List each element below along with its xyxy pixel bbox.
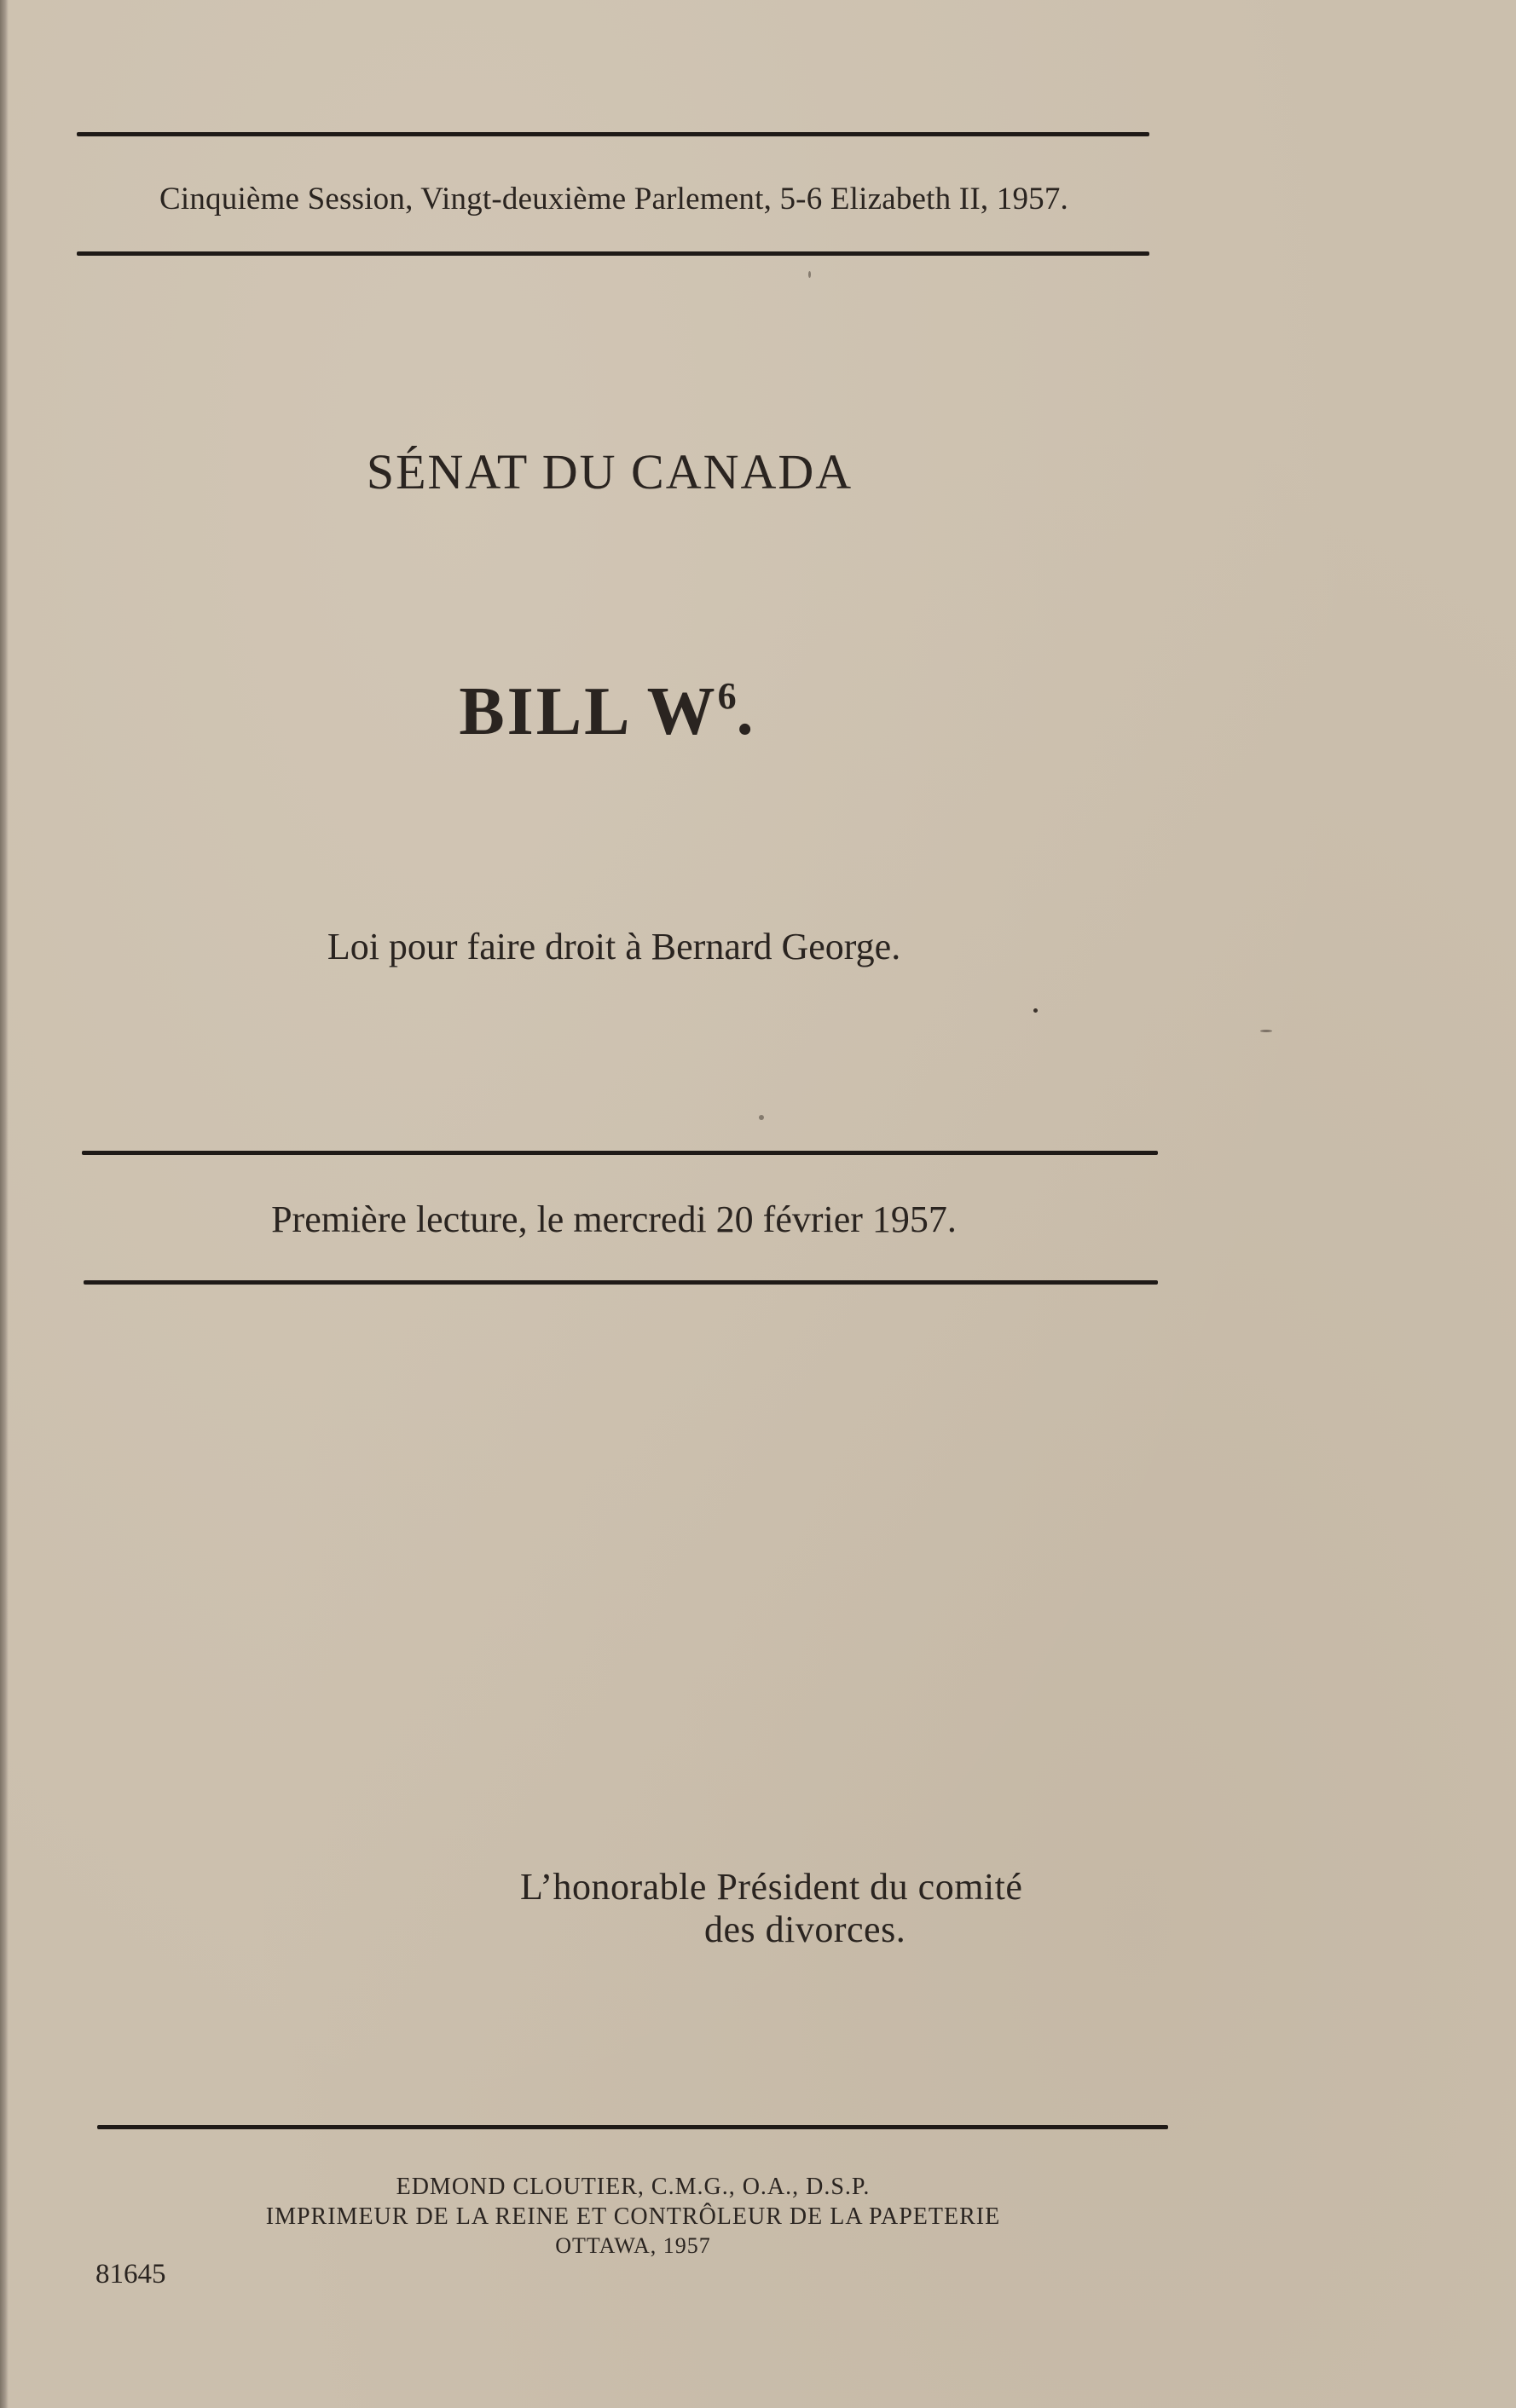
chamber-title: SÉNAT DU CANADA xyxy=(366,444,853,500)
sponsor-line-2: des divorces. xyxy=(704,1908,906,1950)
top-rule xyxy=(77,132,1149,136)
paper-speck xyxy=(808,271,811,278)
bill-subject: Loi pour faire droit à Bernard George. xyxy=(327,926,901,967)
printer-name: EDMOND CLOUTIER, C.M.G., O.A., D.S.P. xyxy=(396,2174,871,2200)
bill-title xyxy=(0,673,1215,751)
printer-title: IMPRIMEUR DE LA REINE ET CONTRÔLEUR DE LA PAPETERIE xyxy=(265,2203,1001,2230)
paper-speck xyxy=(1033,1008,1038,1013)
reading-top-rule xyxy=(82,1151,1158,1155)
bill-title-suffix: . xyxy=(736,674,756,749)
bill-title-prefix: BILL W xyxy=(459,674,718,749)
printer-top-rule xyxy=(97,2125,1168,2129)
header-bottom-rule xyxy=(77,251,1149,256)
paper-speck xyxy=(1260,1030,1272,1032)
reading-bottom-rule xyxy=(84,1280,1158,1285)
first-reading-line: Première lecture, le mercredi 20 février 1957. xyxy=(271,1198,957,1240)
bill-title-superscript: 6 xyxy=(717,675,737,717)
document-number: 81645 xyxy=(95,2259,166,2290)
session-line: Cinquième Session, Vingt-deuxième Parlement, 5-6 Elizabeth II, 1957. xyxy=(159,182,1068,217)
printer-place-year: OTTAWA, 1957 xyxy=(555,2233,711,2258)
sponsor-line-1: L’honorable Président du comité xyxy=(520,1866,1023,1908)
paper-speck xyxy=(759,1115,764,1120)
